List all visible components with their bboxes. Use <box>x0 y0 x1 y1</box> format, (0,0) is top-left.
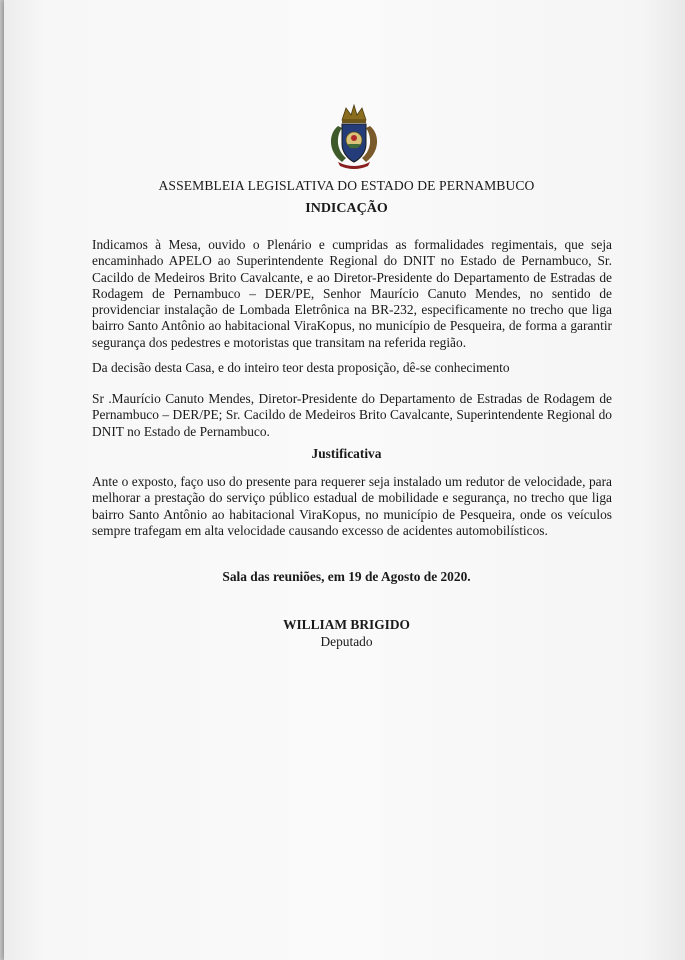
signatory-role: Deputado <box>320 634 373 649</box>
signatory-name: WILLIAM BRIGIDO <box>283 617 410 632</box>
request-paragraph: Indicamos à Mesa, ouvido o Plenário e cumpridas as formalidades regimentais, que seja encaminhado APELO ao Superintendente Regional do DNIT no Estado de Pernambuco, Sr. Cacildo de Medeiros Brito Cavalcante, e ao Diretor-Presidente do Departamento de Estradas de Rodagem de Pernambuco – DER/PE, Senhor Maurício Canuto Mendes, no sentido de providenciar instalação de Lombada Eletrônica na BR-232, especificamente no trecho que liga bairro Santo Antônio ao habitacional ViraKopus, no município de Pesqueira, de forma a garantir segurança dos pedestres e motoristas que transitam na referida região. <box>92 237 612 350</box>
closing-line: Sala das reuniões, em 19 de Agosto de 2020. <box>222 569 471 584</box>
decision-paragraph: Da decisão desta Casa, e do inteiro teor desta proposição, dê-se conhecimento <box>92 360 510 375</box>
document-title: INDICAÇÃO <box>305 201 388 216</box>
institution-header: ASSEMBLEIA LEGISLATIVA DO ESTADO DE PERNAMBUCO <box>158 178 535 193</box>
recipients-paragraph: Sr .Maurício Canuto Mendes, Diretor-Presidente do Departamento de Estradas de Rodagem de Pernambuco – DER/PE; Sr. Cacildo de Medeiros Brito Cavalcante, Superintendente Regional do DNIT no Estado de Pernambuco. <box>92 391 612 439</box>
document-page <box>4 0 685 960</box>
justification-heading: Justificativa <box>311 446 382 461</box>
justification-paragraph: Ante o exposto, faço uso do presente para requerer seja instalado um redutor de velocidade, para melhorar a prestação do serviço público estadual de mobilidade e segurança, no trecho que liga bairro Santo Antônio ao habitacional ViraKopus, no município de Pesqueira, onde os veículos sempre trafegam em alta velocidade causando excesso de acidentes automobilísticos. <box>92 474 612 538</box>
coat-of-arms-icon <box>324 100 384 172</box>
